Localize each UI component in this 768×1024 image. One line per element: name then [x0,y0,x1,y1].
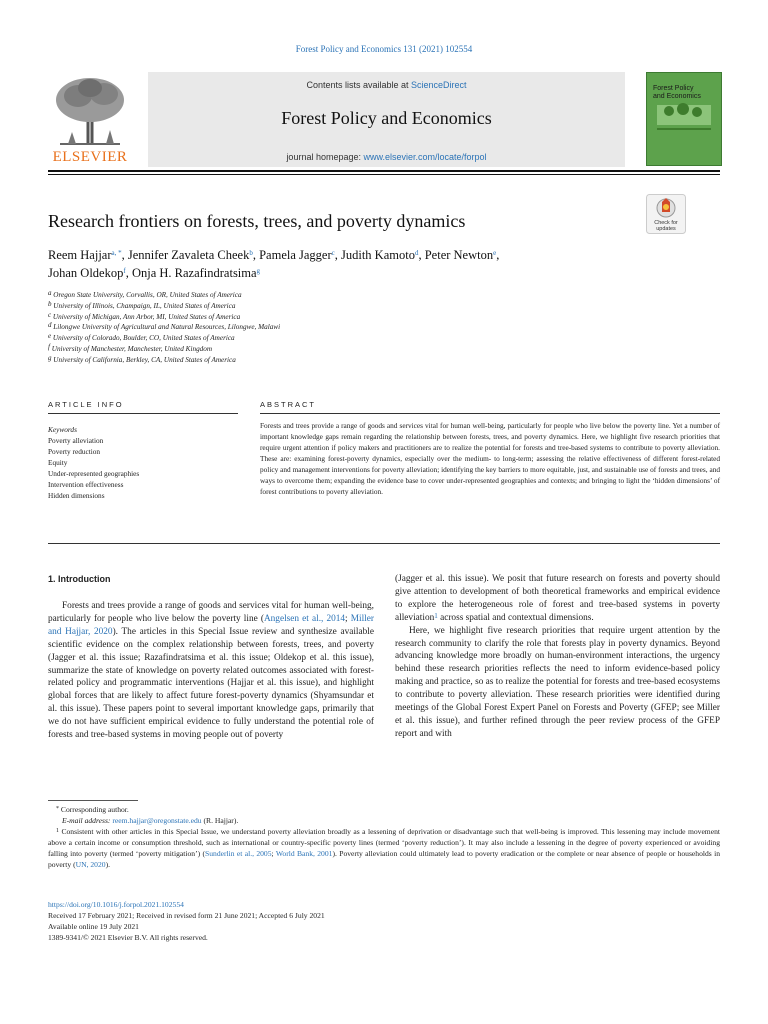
affiliation-marker[interactable]: g [256,267,261,275]
copyright: 1389-9341/© 2021 Elsevier B.V. All rights reserved. [48,933,208,942]
affiliation-item: $^c$ University of Michigan, Ann Arbor, MI, United States of America [48,310,241,321]
footnote-1: $^1$ Consistent with other articles in this Special Issue, we understand poverty alleviation broadly as a lessening of deprivation or disadvantage such that well-being is improved. This lessening may include movement above a certain income or consumption threshold, such as international or country-specific poverty lines (termed ‘poverty reduction’). It may also include a lessening in the degree of poverty experienced or avoiding falling into poverty (termed ‘poverty mitigation’) (Sunderlin et al., 2005; World Bank, 2001). Poverty alleviation could ultimately lead to poverty eradication or the complete or near absence of people or households in poverty (UN, 2020). [48,827,721,869]
journal-citation[interactable]: Forest Policy and Economics 131 (2021) 102554 [295,44,473,54]
keywords-label: Keywords [48,425,77,434]
badge-text-1: Check for [654,220,678,226]
publication-info [48,899,648,943]
cover-art-icon [647,73,721,165]
journal-banner [148,72,625,167]
affiliation-item: $^f$ University of Manchester, Manchester, United Kingdom [48,342,213,353]
keyword-item: Intervention effectiveness [48,480,124,489]
sciencedirect-link[interactable]: ScienceDirect [411,80,467,90]
tree-icon [48,74,132,146]
abstract-bottom-rule [48,543,720,544]
author-list [48,246,648,282]
affiliation-item: $^g$ University of California, Berkley, CA, United States of America [48,353,236,364]
article-info-heading: ARTICLE INFO [48,400,124,409]
keyword-item: Under-represented geographies [48,469,140,478]
author-name[interactable]: Reem Hajjar [48,248,112,262]
body-paragraph: (Jagger et al. this issue). We posit that future research on forests and poverty should give attention to development of both theoretical frameworks and empirical evidence to explore the heterogeneous role of forest and tree-based systems in poverty alleviation$^1$ across spatial and contextual dimensions. [395,574,720,623]
keywords-list [48,435,238,501]
email-note: E-mail address: reem.hajjar@oregonstate.edu (R. Hajjar). [62,816,239,825]
footnotes [48,804,720,870]
affiliation-marker[interactable]: e [493,249,497,257]
available-online: Available online 19 July 2021 [48,922,139,931]
citation-link[interactable]: Miller and Hajjar, 2020 [48,613,374,637]
affiliation-marker[interactable]: b [249,249,253,257]
article-title: Research frontiers on forests, trees, and poverty dynamics [48,211,466,231]
abstract-text: Forests and trees provide a range of goods and services vital for human well-being, particularly for people who live below the poverty line. Yet a number of important knowledge gaps remain regarding the relationship between forests, trees, and poverty dynamics. Here, we highlight five research priorities that require urgent attention if policy makers and practitioners are to realize the potential for forests and tree-based systems to contribute to poverty alleviation. These are: examining forest-poverty dynamics, especially over the medium- to long-term; assessing the relative effectiveness of different forest-related policy and management interventions for poverty alleviation; identifying the key barriers to more equitable, just, and sustainable use of forests and trees, and ways to overcome them; expanding the evidence base to cover under-represented geographies and contexts; and bringing to light the ‘hidden dimensions’ of forest contributions to poverty alleviation. [260,421,720,496]
affiliation-item: $^b$ University of Illinois, Champaign, IL, United States of America [48,299,236,310]
author-name[interactable]: Johan Oldekop [48,266,124,280]
body-left-column [48,600,374,742]
author-name[interactable]: Peter Newton [424,248,494,262]
check-for-updates-button[interactable] [646,194,686,234]
affiliation-item: $^e$ University of Colorado, Boulder, CO, United States of America [48,332,235,343]
journal-title: Forest Policy and Economics [281,108,492,128]
author-name[interactable]: Jennifer Zavaleta Cheek [127,248,250,262]
affiliation-item: $^d$ Lilongwe University of Agricultural and Natural Resources, Lilongwe, Malawi [48,321,281,332]
cover-title: Forest Policy and Economics [653,85,701,100]
affiliation-item: $^a$ Oregon State University, Corvallis, OR, United States of America [48,289,242,299]
footnote-rule [48,800,138,801]
keyword-item: Hidden dimensions [48,491,105,500]
affiliation-marker[interactable]: f [123,267,126,275]
affiliation-marker[interactable]: c [331,249,335,257]
citation-link[interactable]: Sunderlin et al., 2005 [205,849,272,858]
keyword-item: Poverty reduction [48,447,101,456]
body-paragraph: Here, we highlight five research priorities that require urgent attention by the research community to clarify the role that forests play in poverty dynamics. Beyond advancing knowledge more broadly on human-environment interactions, the urgency behind these research priorities reflects the need to inform evidence-based policy making and practice, so as to realize the potential for forests and tree-based ecosystems to contribute to poverty alleviation. These research priorities were identified during meetings of the Global Forest Expert Panel on Forests and Poverty (GFEP; see Miller et al. this issue), and further refined through the peer review process of the GFEP report and with [395,625,720,739]
section-heading-introduction: 1. Introduction [48,574,111,584]
article-info-rule [48,413,238,414]
affiliations [48,290,468,366]
keywords-block [48,424,238,501]
check-updates-icon [646,194,686,234]
author-line-2: Johan Oldekop$^f$, Onja H. Razafindratsima$^g$ [48,266,261,280]
author-name[interactable]: Onja H. Razafindratsima [131,266,257,280]
badge-text-2: updates [656,226,676,232]
header-rule [48,170,720,172]
publisher-wordmark: ELSEVIER [52,149,128,165]
abstract-heading: ABSTRACT [260,400,317,409]
citation-link[interactable]: UN, 2020 [75,860,106,869]
author-email-link[interactable]: reem.hajjar@oregonstate.edu [112,816,202,825]
abstract-rule [260,413,720,414]
keyword-item: Poverty alleviation [48,436,104,445]
doi-link[interactable]: https://doi.org/10.1016/j.forpol.2021.102554 [48,900,184,909]
body-right-column [395,573,720,741]
corresponding-author-note: * Corresponding author. [56,805,129,814]
homepage-line: journal homepage: www.elsevier.com/locate/forpol [286,152,487,162]
author-name[interactable]: Judith Kamoto [341,248,415,262]
body-paragraph: Forests and trees provide a range of goods and services vital for human well-being, particularly for people who live below the poverty line (Angelsen et al., 2014; Miller and Hajjar, 2020). The articles in this Special Issue review and synthesize available scientific evidence on the complex relationship between forests, trees, and poverty (Jagger et al. this issue; Razafindratsima et al. this issue; Oldekop et al. this issue), summarize the state of knowledge on poverty related outcomes associated with forest-related policy and programmatic interventions (Hajjar et al. this issue), and highlight global forces that are likely to affect future forest-poverty dynamics (Shyamsundar et al. this issue). These papers point to several important knowledge gaps, primarily that we do not have sufficient empirical evidence to fully understand the potential role of forests and tree-based systems in moving people out of poverty [48,601,374,741]
received-dates: Received 17 February 2021; Received in revised form 21 June 2021; Accepted 6 July 2021 [48,911,325,920]
journal-homepage-link[interactable]: www.elsevier.com/locate/forpol [363,152,487,162]
keyword-item: Equity [48,458,68,467]
footnote-marker[interactable]: 1 [434,611,438,620]
author-name[interactable]: Pamela Jagger [259,248,332,262]
header-rule-thin [48,174,720,175]
contents-line: Contents lists available at ScienceDirect [306,80,467,90]
author-line-1: Reem Hajjar$^{a, *}$, Jennifer Zavaleta Cheek$^b$, Pamela Jagger$^c$, Judith Kamoto$^d$, Peter Newton$^e$, [48,248,500,262]
citation-link[interactable]: Angelsen et al., 2014 [263,613,346,624]
elsevier-logo [48,74,132,166]
affiliation-marker[interactable]: a, * [111,249,122,257]
journal-cover-thumbnail[interactable] [646,72,722,166]
citation-link[interactable]: World Bank, 2001 [275,849,333,858]
affiliation-marker[interactable]: d [414,249,419,257]
